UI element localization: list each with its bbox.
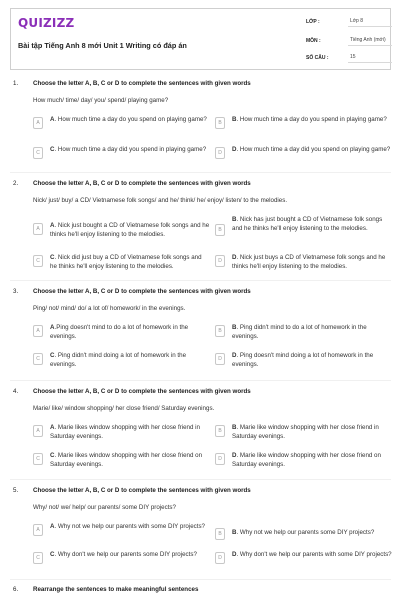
question-number: 6.: [13, 586, 19, 593]
option-letter: D: [232, 146, 237, 153]
question-divider: [10, 479, 391, 480]
option-checkbox[interactable]: B: [215, 224, 225, 236]
question-divider: [10, 280, 391, 281]
option-text: Why don't we help our parents some DIY projects?: [57, 551, 197, 558]
option-text: Why not we help our parents some DIY projects?: [239, 529, 375, 536]
worksheet-header: [10, 8, 391, 70]
question-instruction: Choose the letter A, B, C or D to complete the sentences with given words: [33, 180, 251, 187]
option-letter: A: [50, 523, 55, 530]
meta-question-count: [306, 55, 388, 67]
question-number: 4.: [13, 388, 19, 395]
option-checkbox[interactable]: D: [215, 353, 225, 365]
meta-label: LỚP :: [306, 19, 320, 25]
option-checkbox[interactable]: D: [215, 552, 225, 564]
option-letter: A: [50, 324, 55, 331]
option-text: Why don't we help our parents with some DIY projects?: [239, 551, 392, 558]
option-text: Marie like window shopping with her close friend in Saturday evenings.: [232, 424, 379, 440]
option-letter: C: [50, 146, 55, 153]
question-divider: [10, 380, 391, 381]
worksheet-title: Bài tập Tiếng Anh 8 mới Unit 1 Writing có đáp án: [18, 41, 187, 50]
option-letter: B: [232, 424, 237, 431]
question-prompt: Ping/ not/ mind/ do/ a lot of/ homework/ in the evenings.: [33, 305, 186, 312]
quizizz-logo[interactable]: QUIZIZZ: [18, 16, 75, 30]
option-checkbox[interactable]: B: [215, 117, 225, 129]
option-checkbox[interactable]: A: [33, 425, 43, 437]
meta-label: MÔN :: [306, 38, 321, 44]
option-checkbox[interactable]: A: [33, 325, 43, 337]
meta-value: 15: [348, 54, 392, 63]
option-letter: B: [232, 324, 237, 331]
option-text: Marie likes window shopping with her close friend on Saturday evenings.: [50, 452, 203, 468]
option-letter: A: [50, 116, 55, 123]
option-checkbox[interactable]: C: [33, 147, 43, 159]
question-number: 5.: [13, 487, 19, 494]
question-divider: [10, 579, 391, 580]
option-checkbox[interactable]: C: [33, 353, 43, 365]
question-instruction: Choose the letter A, B, C or D to complete the sentences with given words: [33, 80, 251, 87]
option-letter: D: [232, 352, 237, 359]
option-checkbox[interactable]: B: [215, 528, 225, 540]
option-text: How much time a day do you spend on playing game?: [57, 116, 207, 123]
question-instruction: Choose the letter A, B, C or D to complete the sentences with given words: [33, 388, 251, 395]
option-letter: B: [232, 116, 237, 123]
option-letter: A: [50, 222, 55, 229]
question-number: 1.: [13, 80, 19, 87]
option-checkbox[interactable]: D: [215, 453, 225, 465]
option-letter: C: [50, 551, 55, 558]
option-text: Why not we help our parents with some DIY projects?: [57, 523, 206, 530]
option-text: Marie likes window shopping with her close friend in Saturday evenings.: [50, 424, 200, 440]
option-text: Marie like window shopping with her close friend on Saturday evenings.: [232, 452, 381, 468]
option-checkbox[interactable]: C: [33, 255, 43, 267]
question-prompt: How much/ time/ day/ you/ spend/ playing game?: [33, 97, 169, 104]
question-number: 2.: [13, 180, 19, 187]
option-checkbox[interactable]: B: [215, 425, 225, 437]
option-checkbox[interactable]: A: [33, 117, 43, 129]
option-text: Ping doesn't mind to do a lot of homework in the evenings.: [50, 324, 189, 340]
option-letter: D: [232, 551, 237, 558]
option-text: How much time a day do you spend in playing game?: [239, 116, 387, 123]
option-letter: C: [50, 452, 55, 459]
option-text: Ping didn't mind to do a lot of homework in the evenings.: [232, 324, 367, 340]
option-text: Nick just bought a CD of Vietnamese folk songs and he thinks he'll enjoy listening to the melodies.: [50, 222, 210, 238]
meta-label: SỐ CÂU :: [306, 55, 329, 61]
option-checkbox[interactable]: C: [33, 552, 43, 564]
option-letter: C: [50, 352, 55, 359]
option-text: Ping doesn't mind doing a lot of homework in the evenings.: [232, 352, 374, 368]
question-instruction: Choose the letter A, B, C or D to complete the sentences with given words: [33, 487, 251, 494]
option-text: Nick has just bought a CD of Vietnamese folk songs and he thinks he'll enjoy listening to the melodies.: [232, 216, 383, 232]
question-instruction: Choose the letter A, B, C or D to complete the sentences with given words: [33, 288, 251, 295]
option-letter: B: [232, 216, 237, 223]
option-text: Ping didn't mind doing a lot of homework in the evenings.: [50, 352, 187, 368]
question-number: 3.: [13, 288, 19, 295]
option-letter: B: [232, 529, 237, 536]
question-prompt: Why/ not/ we/ help/ our parents/ some DIY projects?: [33, 504, 176, 511]
option-checkbox[interactable]: A: [33, 524, 43, 536]
question-divider: [10, 172, 391, 173]
option-text: How much time a day did you spend in playing game?: [57, 146, 207, 153]
meta-grade: [306, 19, 388, 31]
option-checkbox[interactable]: D: [215, 255, 225, 267]
option-checkbox[interactable]: C: [33, 453, 43, 465]
option-text: How much time a day did you spend on playing game?: [239, 146, 391, 153]
question-prompt: Marie/ like/ window shopping/ her close friend/ Saturday evenings.: [33, 405, 215, 412]
option-checkbox[interactable]: A: [33, 223, 43, 235]
option-text: Nick did just buy a CD of Vietnamese folk songs and he thinks he'll enjoy listening to the melodies.: [50, 254, 202, 270]
meta-value: Lớp 8: [348, 18, 392, 27]
option-letter: A: [50, 424, 55, 431]
option-checkbox[interactable]: D: [215, 147, 225, 159]
option-letter: D: [232, 452, 237, 459]
question-prompt: Nick/ just/ buy/ a CD/ Vietnamese folk songs/ and he/ think/ he/ enjoy/ listen/ to the melodies.: [33, 197, 288, 204]
meta-subject: [306, 38, 388, 50]
option-text: Nick just buys a CD of Vietnamese folk songs and he thinks he'll enjoy listening to the melodies.: [232, 254, 386, 270]
option-letter: D: [232, 254, 237, 261]
meta-value: Tiếng Anh (mới): [348, 37, 392, 46]
option-checkbox[interactable]: B: [215, 325, 225, 337]
question-instruction: Rearrange the sentences to make meaningful sentences: [33, 586, 199, 593]
option-letter: C: [50, 254, 55, 261]
